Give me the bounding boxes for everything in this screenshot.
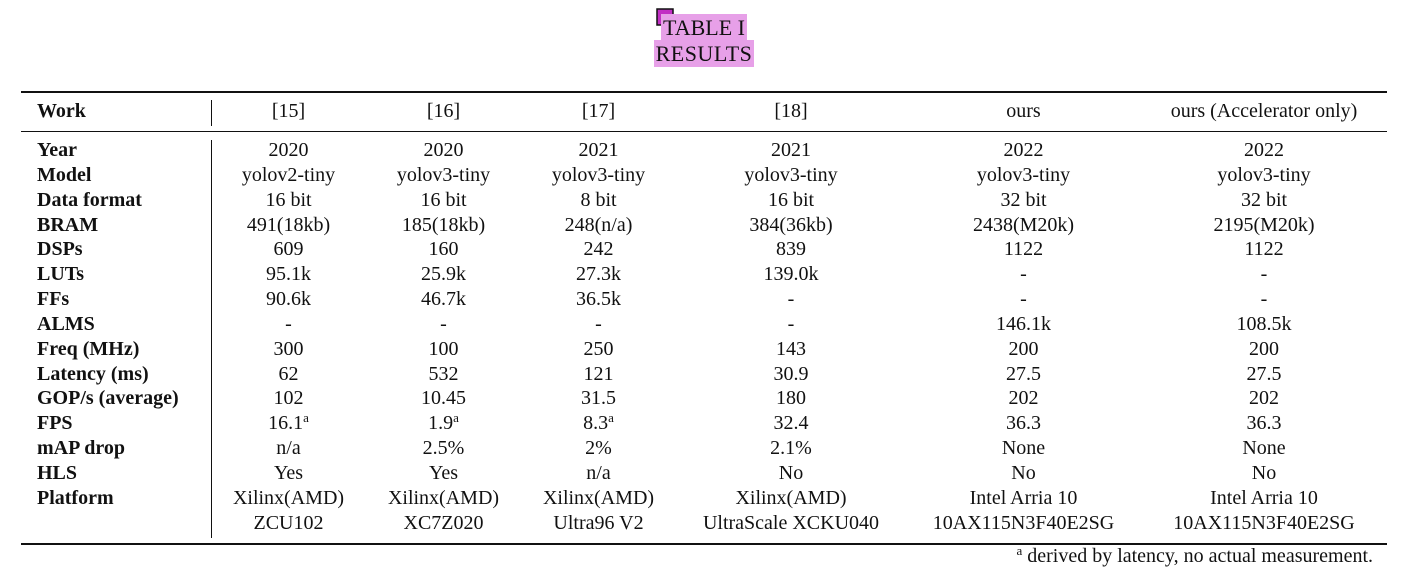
table-row	[21, 411, 1387, 436]
cell-value: 2020	[423, 139, 464, 161]
table-cell	[211, 163, 366, 188]
cell-value: yolov3-tiny	[976, 163, 1071, 186]
row-label: Latency (ms)	[37, 362, 149, 385]
cell-value: Intel Arria 10	[1210, 486, 1318, 509]
table-cell	[676, 312, 906, 337]
table-cell	[211, 362, 366, 387]
table-cell	[1141, 213, 1387, 238]
table-cell	[676, 362, 906, 387]
table-row	[21, 511, 1387, 536]
cell-value: 32 bit	[1000, 188, 1047, 211]
table-cell	[211, 312, 366, 337]
cell-value: 16 bit	[767, 188, 815, 211]
table-cell	[906, 312, 1141, 337]
table-cell	[366, 237, 521, 262]
table-cell	[1141, 163, 1387, 188]
table-cell	[676, 138, 906, 163]
cell-value: 16.1	[268, 412, 304, 435]
row-label: HLS	[37, 461, 78, 484]
table-cell	[366, 511, 521, 536]
table-cell	[366, 312, 521, 337]
table-cell	[521, 486, 676, 511]
table-cell	[1141, 312, 1387, 337]
table-cell	[676, 486, 906, 511]
table-cell	[211, 188, 366, 213]
cell-value: 36.3	[1006, 412, 1041, 435]
table-cell	[366, 486, 521, 511]
cell-value: -	[1020, 263, 1027, 286]
cell-value: 532	[428, 362, 459, 385]
table-cell	[521, 362, 676, 387]
table-cell	[1141, 188, 1387, 213]
table-cell	[676, 411, 906, 436]
table-cell	[906, 163, 1141, 188]
table-cell	[906, 511, 1141, 536]
table-cell	[211, 138, 366, 163]
cell-value: 2021	[578, 139, 619, 161]
cell-value: 250	[583, 337, 614, 360]
table-cell	[211, 237, 366, 262]
top-rule	[21, 91, 1387, 93]
cell-value: 248(n/a)	[564, 213, 633, 236]
table-cell	[906, 386, 1141, 411]
table-cell	[366, 138, 521, 163]
row-label: BRAM	[37, 213, 99, 236]
table-cell	[676, 262, 906, 287]
header-cell: ours	[1006, 100, 1041, 122]
table-cell	[521, 163, 676, 188]
table-cell	[1141, 386, 1387, 411]
cell-value: 27.5	[1006, 362, 1041, 385]
cell-value: 202	[1249, 387, 1279, 410]
cell-value: 839	[776, 238, 806, 261]
table-cell	[211, 511, 366, 536]
cell-value: -	[285, 312, 292, 335]
cell-value: -	[787, 288, 795, 311]
cell-value: yolov3-tiny	[744, 163, 838, 186]
results-table-body	[21, 138, 1387, 536]
row-label: Data format	[37, 188, 142, 211]
table-cell	[366, 163, 521, 188]
cell-value: 139.0k	[763, 263, 819, 286]
highlighted-caption-number: TABLE I	[663, 15, 745, 40]
footnote-text: derived by latency, no actual measurement.	[1027, 545, 1373, 567]
table-caption-number	[0, 14, 1408, 41]
row-label: DSPs	[37, 238, 83, 261]
cell-value: No	[1251, 461, 1277, 484]
header-cell: [18]	[774, 100, 808, 122]
table-cell	[521, 511, 676, 536]
cell-value: 16 bit	[265, 188, 312, 211]
cell-value: 32.4	[773, 412, 809, 435]
table-cell	[521, 436, 676, 461]
table-cell	[366, 362, 521, 387]
table-cell	[676, 287, 906, 312]
table-cell	[211, 213, 366, 238]
cell-value: 10AX115N3F40E2SG	[1173, 511, 1355, 534]
cell-value: 90.6k	[266, 288, 311, 311]
cell-value: ZCU102	[253, 511, 324, 534]
cell-value: 1122	[1003, 238, 1044, 261]
cell-value: 2021	[771, 139, 811, 161]
table-cell	[521, 237, 676, 262]
table-cell	[906, 213, 1141, 238]
cell-value: yolov3-tiny	[396, 163, 491, 186]
table-row	[21, 386, 1387, 411]
table-cell	[211, 262, 366, 287]
cell-value: 36.5k	[576, 288, 621, 311]
cell-value: Xilinx(AMD)	[542, 486, 655, 509]
cell-value: 2022	[1244, 139, 1284, 161]
table-cell	[366, 436, 521, 461]
cell-value: -	[1020, 288, 1027, 311]
header-cell: ours (Accelerator only)	[1170, 100, 1358, 122]
table-cell	[521, 461, 676, 486]
cell-value: Yes	[428, 461, 459, 484]
table-cell	[906, 362, 1141, 387]
table-cell	[521, 262, 676, 287]
table-cell	[211, 461, 366, 486]
table-row	[21, 213, 1387, 238]
table-row	[21, 312, 1387, 337]
cell-value: 27.5	[1246, 362, 1282, 385]
cell-value: 242	[583, 238, 614, 261]
header-cell: [16]	[426, 100, 461, 122]
cell-value: n/a	[276, 437, 301, 460]
cell-value: 143	[776, 337, 806, 360]
table-cell	[366, 337, 521, 362]
cell-value: 384(36kb)	[749, 213, 833, 236]
cell-value: -	[1260, 288, 1268, 311]
table-row	[21, 237, 1387, 262]
cell-value: Ultra96 V2	[553, 511, 644, 534]
table-cell	[1141, 237, 1387, 262]
footnote-marker: a	[453, 410, 459, 426]
cell-value: 2.5%	[422, 437, 465, 460]
table-cell	[521, 138, 676, 163]
table-cell	[211, 486, 366, 511]
table-cell	[211, 337, 366, 362]
table-row	[21, 362, 1387, 387]
table-cell	[521, 386, 676, 411]
row-label: Freq (MHz)	[37, 337, 140, 360]
table-cell	[521, 287, 676, 312]
cell-value: Xilinx(AMD)	[387, 486, 500, 509]
table-cell	[906, 436, 1141, 461]
table-cell	[1141, 436, 1387, 461]
table-row	[21, 461, 1387, 486]
row-label: Year	[37, 139, 77, 161]
cell-value: Intel Arria 10	[969, 486, 1078, 509]
cell-value: -	[440, 312, 447, 335]
table-row	[21, 287, 1387, 312]
table-cell	[906, 337, 1141, 362]
table-cell	[366, 213, 521, 238]
table-cell	[211, 436, 366, 461]
table-row	[21, 163, 1387, 188]
cell-value: yolov3-tiny	[1217, 163, 1311, 186]
cell-value: 202	[1008, 387, 1039, 410]
table-cell	[906, 287, 1141, 312]
table-cell	[906, 411, 1141, 436]
table-cell	[676, 188, 906, 213]
cell-value: Xilinx(AMD)	[232, 486, 345, 509]
header-cell: [15]	[271, 100, 306, 122]
cell-value: 160	[428, 238, 459, 261]
table-cell	[676, 237, 906, 262]
footnote-marker: a	[303, 410, 309, 426]
results-table-header	[21, 97, 1387, 125]
cell-value: 108.5k	[1236, 312, 1292, 335]
cell-value: 10AX115N3F40E2SG	[932, 511, 1115, 534]
table-cell	[676, 337, 906, 362]
table-cell	[906, 237, 1141, 262]
table-cell	[366, 262, 521, 287]
cell-value: -	[787, 312, 795, 335]
cell-value: 200	[1008, 337, 1039, 360]
cell-value: yolov3-tiny	[551, 163, 646, 186]
table-cell	[1141, 138, 1387, 163]
table-cell	[366, 461, 521, 486]
highlighted-caption-title: RESULTS	[655, 41, 753, 66]
row-label: Model	[37, 163, 92, 186]
cell-value: 10.45	[421, 387, 466, 410]
cell-value: 8 bit	[580, 188, 617, 211]
table-cell	[1141, 362, 1387, 387]
cell-value: 100	[428, 337, 459, 360]
cell-value: None	[1242, 437, 1286, 460]
table-cell	[1141, 411, 1387, 436]
table-row	[21, 486, 1387, 511]
table-cell	[1141, 337, 1387, 362]
table-cell	[676, 461, 906, 486]
cell-value: 1.9	[428, 412, 454, 435]
table-cell	[366, 386, 521, 411]
cell-value: 2195(M20k)	[1213, 213, 1315, 236]
table-cell	[1141, 486, 1387, 511]
cell-value: n/a	[586, 461, 611, 484]
cell-value: 36.3	[1246, 412, 1282, 435]
table-cell	[906, 461, 1141, 486]
row-label: ALMS	[37, 312, 95, 335]
table-cell	[211, 386, 366, 411]
table-cell	[211, 287, 366, 312]
table-cell	[906, 262, 1141, 287]
cell-value: Xilinx(AMD)	[735, 486, 847, 509]
cell-value: yolov2-tiny	[241, 163, 336, 186]
cell-value: 491(18kb)	[246, 213, 331, 236]
row-label: FFs	[37, 288, 70, 311]
cell-value: No	[778, 461, 804, 484]
table-cell	[1141, 511, 1387, 536]
table-cell	[906, 188, 1141, 213]
row-label	[21, 511, 211, 536]
table-cell	[906, 486, 1141, 511]
cell-value: 102	[273, 387, 304, 410]
table-cell	[1141, 262, 1387, 287]
cell-value: 32 bit	[1240, 188, 1288, 211]
cell-value: None	[1001, 437, 1046, 460]
cell-value: 2438(M20k)	[972, 213, 1075, 236]
table-cell	[1141, 287, 1387, 312]
cell-value: UltraScale XCKU040	[702, 511, 880, 534]
footnote-marker: a	[1016, 543, 1023, 558]
row-label: GOP/s (average)	[37, 387, 179, 410]
cell-value: XC7Z020	[403, 511, 484, 534]
table-row	[21, 262, 1387, 287]
row-label: mAP drop	[37, 437, 125, 460]
cell-value: 95.1k	[266, 263, 311, 286]
table-row	[21, 138, 1387, 163]
cell-value: 62	[278, 362, 299, 385]
cell-value: -	[595, 312, 602, 335]
cell-value: 30.9	[773, 362, 809, 385]
table-cell	[676, 163, 906, 188]
cell-value: 25.9k	[421, 263, 466, 286]
row-label: LUTs	[37, 263, 85, 286]
table-cell	[521, 312, 676, 337]
table-cell	[521, 411, 676, 436]
cell-value: 146.1k	[996, 312, 1051, 335]
table-cell	[676, 511, 906, 536]
table-cell	[676, 386, 906, 411]
table-cell	[211, 411, 366, 436]
cell-value: 200	[1249, 337, 1279, 360]
row-label: Platform	[37, 486, 114, 509]
table-row	[21, 337, 1387, 362]
cell-value: 2.1%	[770, 437, 812, 460]
cell-value: 46.7k	[421, 288, 466, 311]
cell-value: 1122	[1244, 238, 1284, 261]
table-caption-title	[0, 40, 1408, 67]
cell-value: 2020	[268, 139, 309, 161]
header-cell: [17]	[581, 100, 616, 122]
cell-value: 121	[583, 362, 614, 385]
table-footnote	[1016, 543, 1373, 569]
cell-value: 2%	[585, 437, 612, 460]
cell-value: 27.3k	[576, 263, 621, 286]
header-row	[21, 97, 1387, 125]
cell-value: 31.5	[581, 387, 616, 410]
cell-value: 609	[273, 238, 304, 261]
header-rule	[21, 131, 1387, 132]
cell-value: 180	[776, 387, 806, 410]
table-cell	[676, 213, 906, 238]
table-cell	[366, 411, 521, 436]
table-row	[21, 436, 1387, 461]
table-cell	[521, 213, 676, 238]
table-cell	[1141, 461, 1387, 486]
cell-value: 8.3	[583, 412, 609, 435]
table-cell	[521, 337, 676, 362]
header-row-label: Work	[37, 100, 86, 122]
table-row	[21, 188, 1387, 213]
table-cell	[676, 436, 906, 461]
cell-value: 2022	[1003, 139, 1044, 161]
table-cell	[906, 138, 1141, 163]
cell-value: 16 bit	[420, 188, 467, 211]
cell-value: -	[1260, 263, 1268, 286]
footnote-marker: a	[608, 410, 614, 426]
table-cell	[366, 287, 521, 312]
cell-value: No	[1011, 461, 1036, 484]
table-cell	[366, 188, 521, 213]
row-label: FPS	[37, 412, 73, 435]
cell-value: 300	[273, 337, 304, 360]
table-cell	[521, 188, 676, 213]
cell-value: 185(18kb)	[401, 213, 486, 236]
cell-value: Yes	[273, 461, 304, 484]
